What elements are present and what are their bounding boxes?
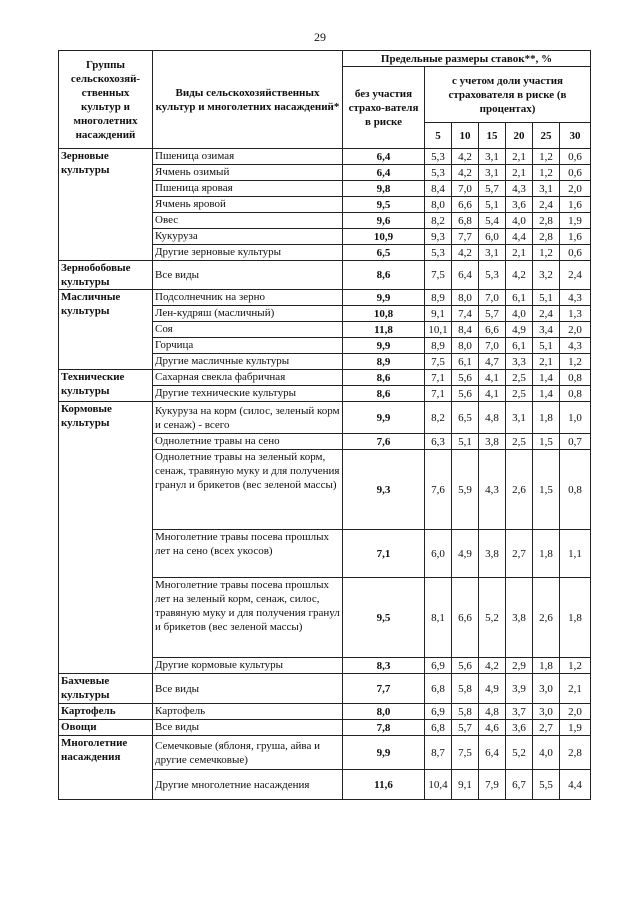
crop-name: Ячмень яровой — [153, 197, 343, 213]
share-rate-5: 5,3 — [425, 245, 452, 261]
share-rate-10: 6,1 — [452, 354, 479, 370]
share-rate-20: 3,7 — [506, 704, 533, 720]
share-rate-5: 8,9 — [425, 290, 452, 306]
share-rate-25: 1,8 — [533, 530, 560, 578]
group-name: Технические культуры — [59, 370, 153, 402]
share-rate-5: 8,9 — [425, 338, 452, 354]
share-rate-30: 2,1 — [560, 674, 591, 704]
base-rate: 9,8 — [343, 181, 425, 197]
share-rate-30: 0,6 — [560, 165, 591, 181]
share-rate-10: 9,1 — [452, 770, 479, 800]
share-rate-20: 3,1 — [506, 402, 533, 434]
share-rate-25: 1,8 — [533, 658, 560, 674]
share-rate-30: 1,9 — [560, 213, 591, 229]
table-row — [59, 402, 591, 434]
share-rate-20: 6,7 — [506, 770, 533, 800]
header-crop: Виды сельскохозяйственных культур и многолетних насаждений* — [153, 51, 343, 149]
share-rate-5: 9,3 — [425, 229, 452, 245]
group-name: Овощи — [59, 720, 153, 736]
base-rate: 9,3 — [343, 450, 425, 530]
share-rate-20: 3,8 — [506, 578, 533, 658]
crop-name: Другие многолетние насаждения — [153, 770, 343, 800]
base-rate: 9,5 — [343, 578, 425, 658]
share-rate-25: 2,8 — [533, 213, 560, 229]
base-rate: 8,9 — [343, 354, 425, 370]
share-rate-5: 9,1 — [425, 306, 452, 322]
crop-name: Однолетние травы на зеленый корм, сенаж, травяную муку и для получения гранул и брикетов (вес зеленой массы) — [153, 450, 343, 530]
crop-name: Другие зерновые культуры — [153, 245, 343, 261]
share-rate-15: 4,1 — [479, 386, 506, 402]
share-rate-5: 8,7 — [425, 736, 452, 770]
header-with: с учетом доли участия страхователя в риске (в процентах) — [425, 67, 591, 123]
group-name: Зерновые культуры — [59, 149, 153, 261]
base-rate: 8,6 — [343, 261, 425, 290]
share-rate-15: 3,1 — [479, 165, 506, 181]
share-rate-20: 2,5 — [506, 434, 533, 450]
base-rate: 7,8 — [343, 720, 425, 736]
share-rate-15: 3,8 — [479, 434, 506, 450]
share-rate-5: 5,3 — [425, 165, 452, 181]
base-rate: 10,9 — [343, 229, 425, 245]
base-rate: 7,1 — [343, 530, 425, 578]
share-rate-20: 4,0 — [506, 213, 533, 229]
group-name: Зернобобовые культуры — [59, 261, 153, 290]
crop-name: Лен-кудряш (масличный) — [153, 306, 343, 322]
group-name: Кормовые культуры — [59, 402, 153, 674]
share-rate-25: 2,6 — [533, 578, 560, 658]
share-rate-10: 5,6 — [452, 386, 479, 402]
share-rate-10: 6,4 — [452, 261, 479, 290]
share-rate-30: 4,4 — [560, 770, 591, 800]
share-rate-10: 4,2 — [452, 245, 479, 261]
share-rate-15: 4,8 — [479, 402, 506, 434]
share-rate-10: 8,0 — [452, 338, 479, 354]
share-rate-25: 1,4 — [533, 386, 560, 402]
share-rate-5: 10,4 — [425, 770, 452, 800]
group-name: Масличные культуры — [59, 290, 153, 370]
base-rate: 9,5 — [343, 197, 425, 213]
share-rate-15: 3,8 — [479, 530, 506, 578]
group-name: Картофель — [59, 704, 153, 720]
header-share-15: 15 — [479, 123, 506, 149]
share-rate-10: 5,1 — [452, 434, 479, 450]
crop-name: Сахарная свекла фабричная — [153, 370, 343, 386]
share-rate-5: 6,8 — [425, 674, 452, 704]
share-rate-5: 7,5 — [425, 261, 452, 290]
share-rate-30: 1,6 — [560, 197, 591, 213]
group-name: Бахчевые культуры — [59, 674, 153, 704]
crop-name: Другие кормовые культуры — [153, 658, 343, 674]
share-rate-5: 7,1 — [425, 386, 452, 402]
share-rate-5: 8,2 — [425, 402, 452, 434]
base-rate: 6,5 — [343, 245, 425, 261]
share-rate-15: 7,9 — [479, 770, 506, 800]
share-rate-25: 1,2 — [533, 149, 560, 165]
share-rate-25: 1,5 — [533, 434, 560, 450]
share-rate-20: 6,1 — [506, 338, 533, 354]
crop-name: Подсолнечник на зерно — [153, 290, 343, 306]
base-rate: 9,9 — [343, 402, 425, 434]
share-rate-10: 6,8 — [452, 213, 479, 229]
share-rate-25: 3,2 — [533, 261, 560, 290]
share-rate-15: 4,1 — [479, 370, 506, 386]
crop-name: Все виды — [153, 674, 343, 704]
header-share-20: 20 — [506, 123, 533, 149]
share-rate-20: 3,6 — [506, 197, 533, 213]
share-rate-30: 2,8 — [560, 736, 591, 770]
share-rate-30: 1,2 — [560, 354, 591, 370]
share-rate-20: 3,9 — [506, 674, 533, 704]
crop-name: Соя — [153, 322, 343, 338]
share-rate-25: 1,5 — [533, 450, 560, 530]
crop-name: Все виды — [153, 720, 343, 736]
share-rate-30: 1,9 — [560, 720, 591, 736]
base-rate: 9,9 — [343, 338, 425, 354]
share-rate-15: 7,0 — [479, 338, 506, 354]
crop-name: Картофель — [153, 704, 343, 720]
share-rate-5: 6,8 — [425, 720, 452, 736]
header-without: без участия страхо-вателя в риске — [343, 67, 425, 149]
base-rate: 6,4 — [343, 149, 425, 165]
share-rate-5: 7,1 — [425, 370, 452, 386]
share-rate-10: 6,6 — [452, 197, 479, 213]
share-rate-30: 0,6 — [560, 245, 591, 261]
share-rate-5: 6,0 — [425, 530, 452, 578]
crop-name: Другие технические культуры — [153, 386, 343, 402]
base-rate: 9,9 — [343, 290, 425, 306]
page-number: 29 — [314, 30, 326, 44]
crop-name: Пшеница озимая — [153, 149, 343, 165]
share-rate-20: 2,1 — [506, 149, 533, 165]
share-rate-20: 2,5 — [506, 386, 533, 402]
share-rate-25: 2,8 — [533, 229, 560, 245]
share-rate-25: 3,0 — [533, 704, 560, 720]
share-rate-10: 7,0 — [452, 181, 479, 197]
group-name: Многолетние насаждения — [59, 736, 153, 800]
crop-name: Однолетние травы на сено — [153, 434, 343, 450]
table-header — [59, 51, 591, 149]
share-rate-30: 1,1 — [560, 530, 591, 578]
base-rate: 8,3 — [343, 658, 425, 674]
crop-name: Все виды — [153, 261, 343, 290]
crop-name: Семечковые (яблоня, груша, айва и другие семечковые) — [153, 736, 343, 770]
share-rate-20: 4,3 — [506, 181, 533, 197]
table-row — [59, 736, 591, 770]
share-rate-5: 7,5 — [425, 354, 452, 370]
share-rate-30: 0,8 — [560, 450, 591, 530]
share-rate-5: 8,1 — [425, 578, 452, 658]
header-share-5: 5 — [425, 123, 452, 149]
crop-name: Многолетние травы посева прошлых лет на зеленый корм, сенаж, силос, травяную муку и для получения гранул и брикетов (вес зеленой массы) — [153, 578, 343, 658]
share-rate-15: 4,9 — [479, 674, 506, 704]
share-rate-25: 2,4 — [533, 197, 560, 213]
header-share-10: 10 — [452, 123, 479, 149]
header-limits: Предельные размеры ставок**, % — [343, 51, 591, 67]
crop-name: Многолетние травы посева прошлых лет на сено (всех укосов) — [153, 530, 343, 578]
share-rate-20: 5,2 — [506, 736, 533, 770]
share-rate-25: 1,2 — [533, 165, 560, 181]
base-rate: 8,0 — [343, 704, 425, 720]
share-rate-30: 2,0 — [560, 322, 591, 338]
share-rate-30: 1,3 — [560, 306, 591, 322]
base-rate: 8,6 — [343, 370, 425, 386]
share-rate-20: 2,1 — [506, 245, 533, 261]
share-rate-20: 2,1 — [506, 165, 533, 181]
share-rate-5: 8,2 — [425, 213, 452, 229]
share-rate-10: 7,7 — [452, 229, 479, 245]
base-rate: 8,6 — [343, 386, 425, 402]
table-row — [59, 290, 591, 306]
share-rate-15: 5,3 — [479, 261, 506, 290]
share-rate-20: 3,6 — [506, 720, 533, 736]
share-rate-20: 4,9 — [506, 322, 533, 338]
share-rate-15: 4,7 — [479, 354, 506, 370]
base-rate: 7,6 — [343, 434, 425, 450]
share-rate-25: 4,0 — [533, 736, 560, 770]
share-rate-20: 2,5 — [506, 370, 533, 386]
share-rate-10: 5,7 — [452, 720, 479, 736]
share-rate-10: 4,2 — [452, 165, 479, 181]
share-rate-10: 7,4 — [452, 306, 479, 322]
table-body — [59, 149, 591, 800]
share-rate-30: 2,0 — [560, 181, 591, 197]
crop-name: Горчица — [153, 338, 343, 354]
share-rate-30: 0,6 — [560, 149, 591, 165]
share-rate-30: 0,8 — [560, 370, 591, 386]
share-rate-30: 2,4 — [560, 261, 591, 290]
share-rate-25: 3,4 — [533, 322, 560, 338]
share-rate-15: 5,1 — [479, 197, 506, 213]
share-rate-25: 2,1 — [533, 354, 560, 370]
base-rate: 11,8 — [343, 322, 425, 338]
share-rate-15: 3,1 — [479, 245, 506, 261]
header-group: Группы сельскохозяй-ственных культур и многолетних насаждений — [59, 51, 153, 149]
share-rate-15: 6,6 — [479, 322, 506, 338]
share-rate-5: 5,3 — [425, 149, 452, 165]
crop-name: Овес — [153, 213, 343, 229]
share-rate-5: 6,9 — [425, 704, 452, 720]
share-rate-15: 4,8 — [479, 704, 506, 720]
share-rate-25: 3,0 — [533, 674, 560, 704]
rates-table — [58, 50, 591, 800]
table-row — [59, 720, 591, 736]
crop-name: Кукуруза — [153, 229, 343, 245]
share-rate-10: 6,6 — [452, 578, 479, 658]
base-rate: 6,4 — [343, 165, 425, 181]
share-rate-30: 0,8 — [560, 386, 591, 402]
share-rate-25: 1,4 — [533, 370, 560, 386]
share-rate-30: 1,2 — [560, 658, 591, 674]
share-rate-25: 5,1 — [533, 290, 560, 306]
share-rate-20: 4,4 — [506, 229, 533, 245]
share-rate-10: 8,0 — [452, 290, 479, 306]
share-rate-30: 4,3 — [560, 338, 591, 354]
share-rate-15: 4,2 — [479, 658, 506, 674]
share-rate-20: 4,2 — [506, 261, 533, 290]
share-rate-10: 5,9 — [452, 450, 479, 530]
share-rate-15: 5,4 — [479, 213, 506, 229]
share-rate-20: 6,1 — [506, 290, 533, 306]
share-rate-20: 3,3 — [506, 354, 533, 370]
share-rate-30: 1,0 — [560, 402, 591, 434]
base-rate: 10,8 — [343, 306, 425, 322]
share-rate-5: 7,6 — [425, 450, 452, 530]
base-rate: 9,6 — [343, 213, 425, 229]
share-rate-25: 5,1 — [533, 338, 560, 354]
share-rate-30: 1,6 — [560, 229, 591, 245]
share-rate-15: 6,0 — [479, 229, 506, 245]
share-rate-10: 5,8 — [452, 674, 479, 704]
crop-name: Другие масличные культуры — [153, 354, 343, 370]
share-rate-20: 4,0 — [506, 306, 533, 322]
share-rate-10: 5,6 — [452, 658, 479, 674]
share-rate-15: 7,0 — [479, 290, 506, 306]
share-rate-30: 0,7 — [560, 434, 591, 450]
share-rate-25: 1,2 — [533, 245, 560, 261]
share-rate-5: 8,4 — [425, 181, 452, 197]
header-share-30: 30 — [560, 123, 591, 149]
share-rate-10: 7,5 — [452, 736, 479, 770]
share-rate-30: 2,0 — [560, 704, 591, 720]
table-row — [59, 261, 591, 290]
share-rate-30: 4,3 — [560, 290, 591, 306]
share-rate-5: 6,3 — [425, 434, 452, 450]
share-rate-20: 2,6 — [506, 450, 533, 530]
crop-name: Пшеница яровая — [153, 181, 343, 197]
share-rate-15: 5,7 — [479, 306, 506, 322]
table-row — [59, 674, 591, 704]
share-rate-5: 8,0 — [425, 197, 452, 213]
share-rate-20: 2,9 — [506, 658, 533, 674]
share-rate-15: 6,4 — [479, 736, 506, 770]
share-rate-25: 1,8 — [533, 402, 560, 434]
share-rate-15: 5,7 — [479, 181, 506, 197]
share-rate-30: 1,8 — [560, 578, 591, 658]
share-rate-10: 6,5 — [452, 402, 479, 434]
share-rate-20: 2,7 — [506, 530, 533, 578]
table-row — [59, 370, 591, 386]
share-rate-5: 10,1 — [425, 322, 452, 338]
share-rate-15: 5,2 — [479, 578, 506, 658]
share-rate-15: 4,6 — [479, 720, 506, 736]
share-rate-10: 5,6 — [452, 370, 479, 386]
share-rate-25: 2,4 — [533, 306, 560, 322]
header-share-25: 25 — [533, 123, 560, 149]
base-rate: 11,6 — [343, 770, 425, 800]
share-rate-15: 4,3 — [479, 450, 506, 530]
share-rate-25: 5,5 — [533, 770, 560, 800]
base-rate: 9,9 — [343, 736, 425, 770]
share-rate-25: 3,1 — [533, 181, 560, 197]
table-row — [59, 149, 591, 165]
table-row — [59, 704, 591, 720]
share-rate-5: 6,9 — [425, 658, 452, 674]
share-rate-10: 4,9 — [452, 530, 479, 578]
share-rate-15: 3,1 — [479, 149, 506, 165]
base-rate: 7,7 — [343, 674, 425, 704]
share-rate-25: 2,7 — [533, 720, 560, 736]
share-rate-10: 4,2 — [452, 149, 479, 165]
crop-name: Кукуруза на корм (силос, зеленый корм и сенаж) - всего — [153, 402, 343, 434]
crop-name: Ячмень озимый — [153, 165, 343, 181]
share-rate-10: 8,4 — [452, 322, 479, 338]
share-rate-10: 5,8 — [452, 704, 479, 720]
